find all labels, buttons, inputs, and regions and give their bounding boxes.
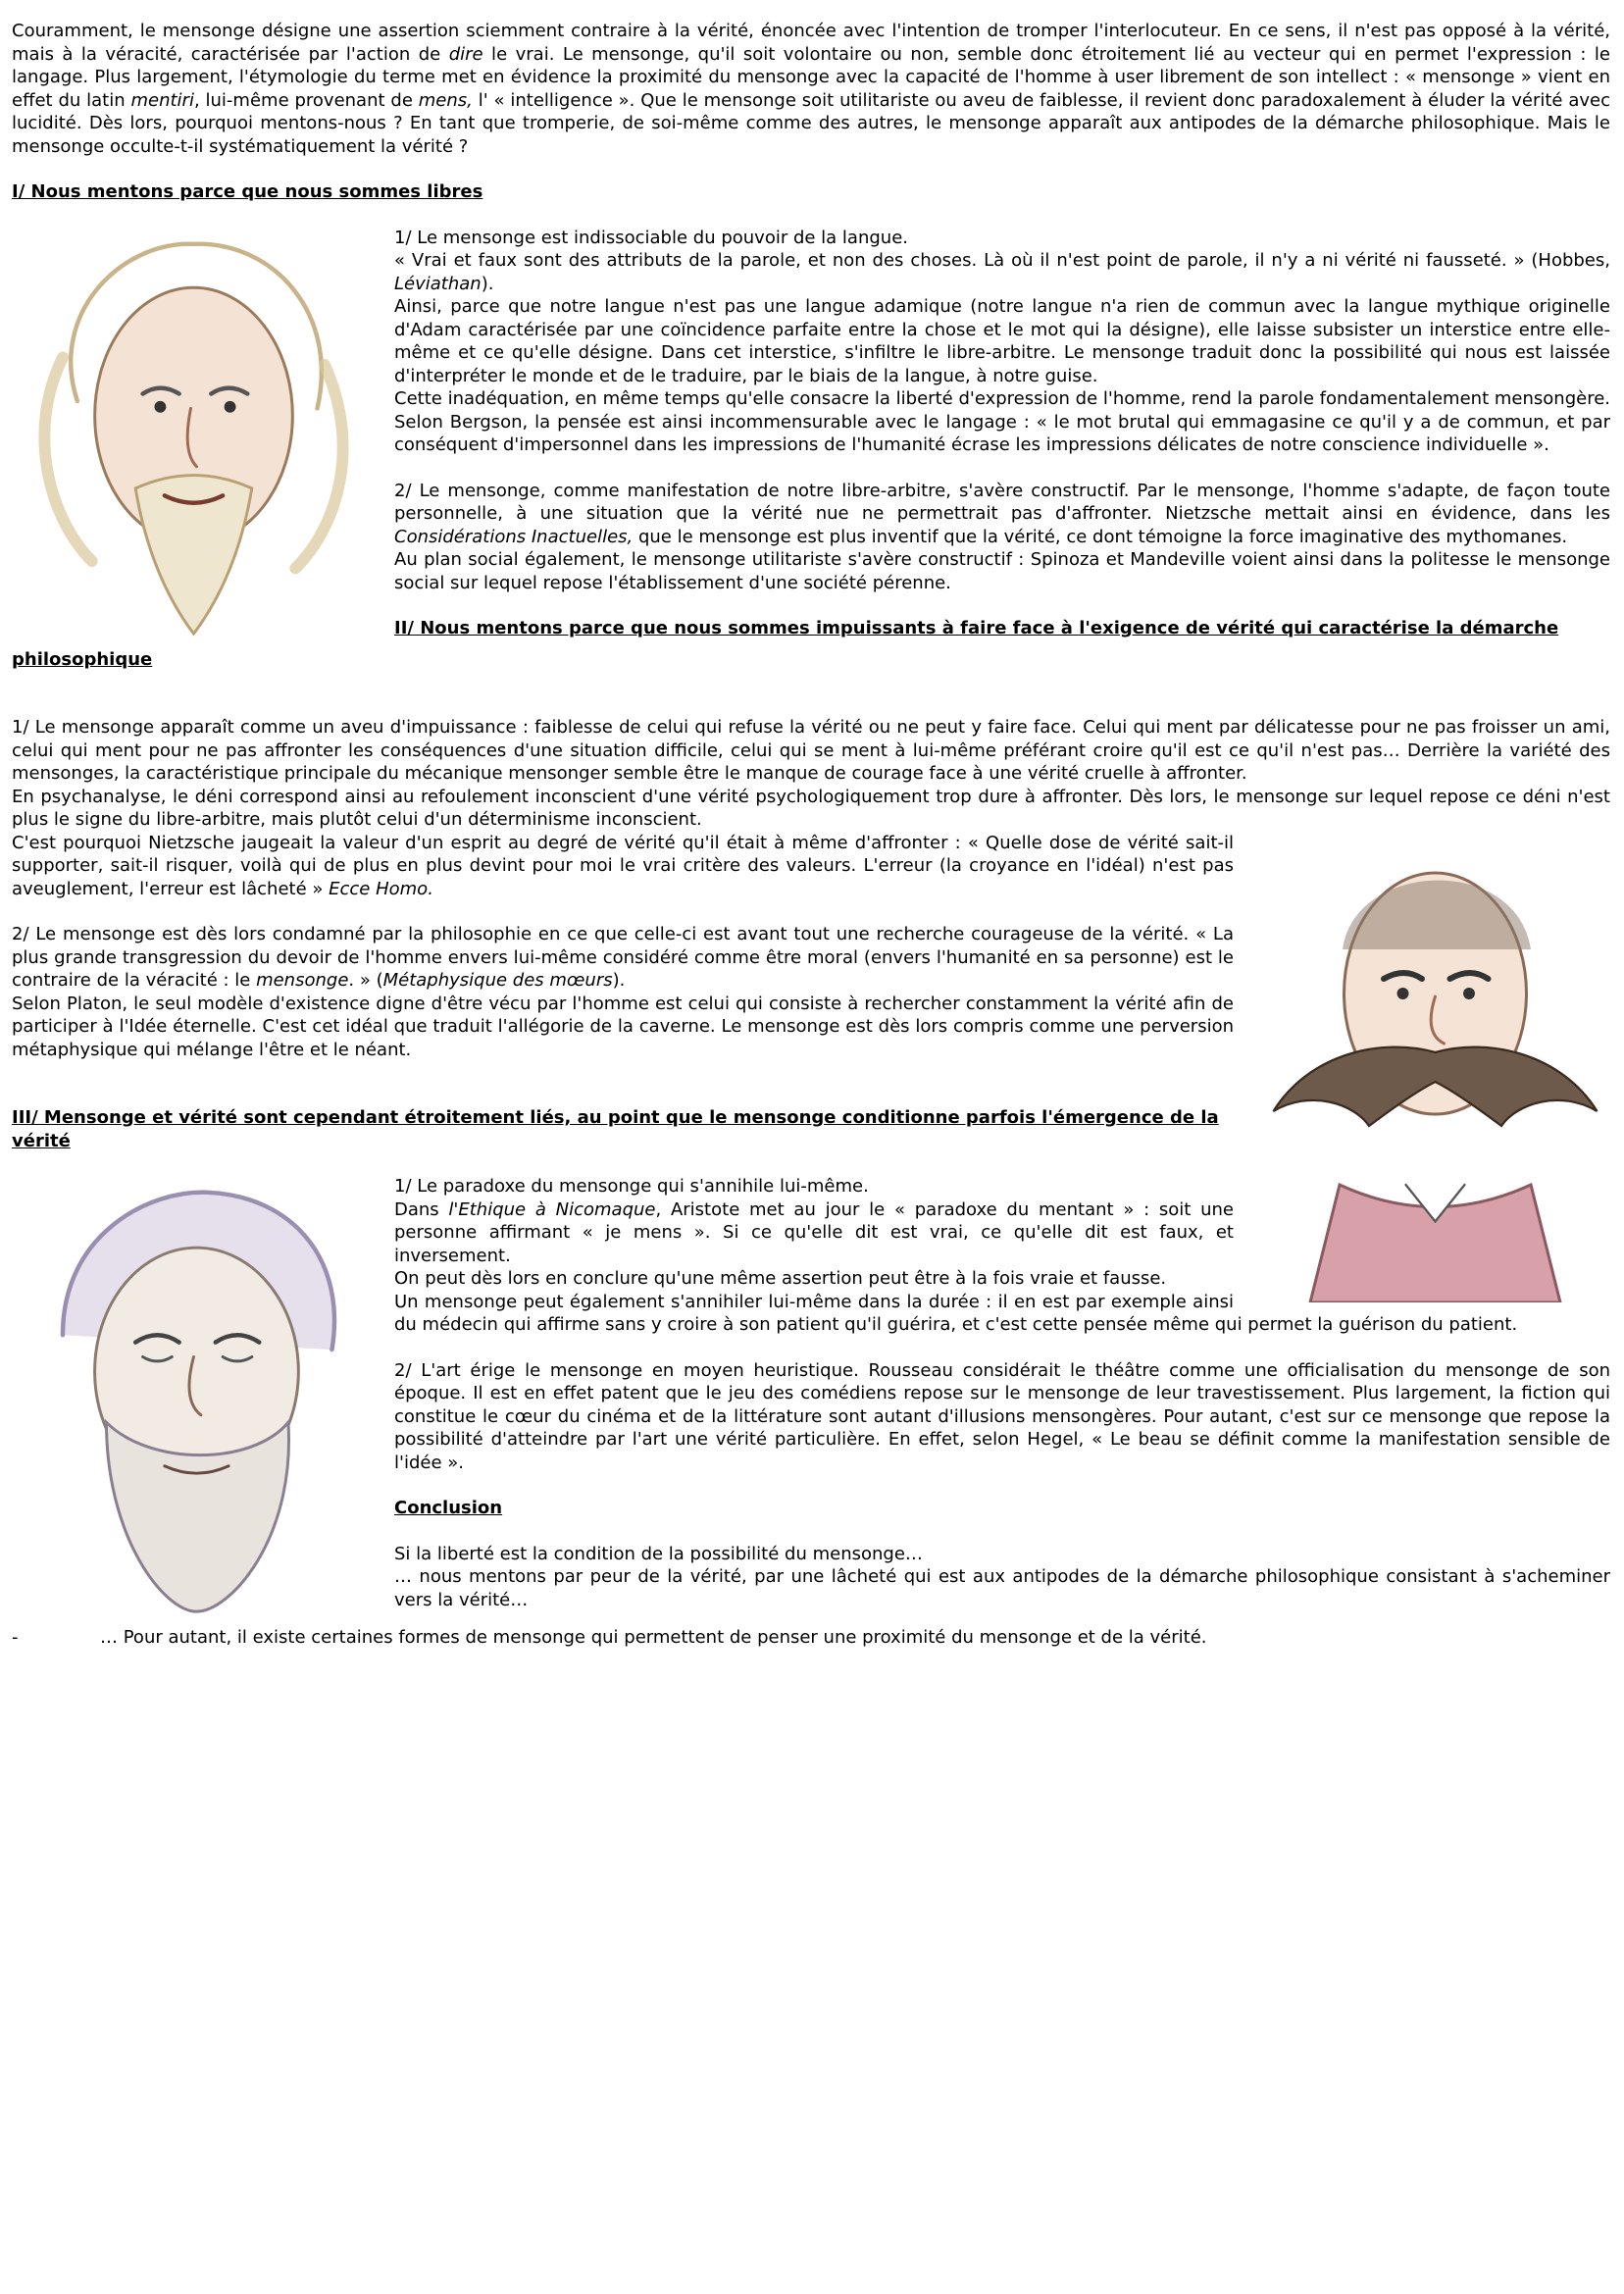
text-segment: l' « intelligence ». Que le mensonge soit utilitariste ou aveu de faiblesse, il revient donc paradoxalement à éluder la vérité avec lucidité. Dès lors, pourquoi mentons-nous ? En tant que tromperie, de soi-même comme des autres, le mensonge apparaît aux antipodes de la démarche philosophique. Mais le mensonge occulte-t-il systématiquement la vérité ? bbox=[12, 89, 1610, 157]
text-segment: le vrai. Le mensonge, qu'il soit volontaire ou non, semble donc étroitement lié au vecteur qui en permet l'expression : le langage. Plus largement, l'étymologie du terme met en évidence la proximité du mensonge avec la capacité de l'homme à user librement de son intellect : « mensonge » vient en effet du latin bbox=[12, 43, 1610, 111]
s1-point1-title: 1/ Le mensonge est indissociable du pouvoir de la langue. bbox=[394, 227, 909, 248]
text-segment: C'est pourquoi Nietzsche jaugeait la valeur d'un esprit au degré de vérité qu'il était à même d'affronter : « Quelle dose de vérité sait-il supporter, sait-il risquer, voilà qui de plus en plus devint pour moi le vrai critère des valeurs. L'erreur (la croyance en l'idéal) n'est pas aveuglement, l'erreur est lâcheté » bbox=[12, 832, 1234, 899]
conclusion-line-3-text: … Pour autant, il existe certaines formes de mensonge qui permettent de penser une proximité du mensonge et de la vérité. bbox=[100, 1627, 1207, 1648]
s3-point1-body2: Un mensonge peut également s'annihiler lui-même dans la durée : il en est par exemple ainsi du médecin qui affirme sans y croire à son patient qu'il guérira, et c'est cette pensée même qui permet la guérison du patient. bbox=[394, 1291, 1518, 1335]
italic-text: mensonge bbox=[256, 970, 349, 991]
s2-point1: 1/ Le mensonge apparaît comme un aveu d'impuissance : faiblesse de celui qui refuse la vérité ou ne peut y faire face. Celui qui ment par délicatesse pour ne pas froisser un ami, celui qui ment pour ne pas affronter les conséquences d'une situation difficile, celui qui se ment à lui-même préférant croire qu'il est ce qu'il n'est pas… Derrière la variété des mensonges, la caractéristique principale du mécanique mensonger semble être le manque de courage face à une vérité cruelle à affronter. bbox=[12, 717, 1610, 784]
text-segment: . » ( bbox=[348, 970, 383, 991]
text-segment: , lui-même provenant de bbox=[193, 89, 419, 111]
section-2-heading: II/ Nous mentons parce que nous sommes impuissants à faire face à l'exigence de vérité qui caractérise la démarche bbox=[394, 618, 1559, 638]
text-segment: 2/ Le mensonge, comme manifestation de notre libre-arbitre, s'avère constructif. Par le mensonge, l'homme s'adapte, de façon toute personnelle, à une situation que la vérité nue ne permettrait pas d'affronter. Nietzsche mettait ainsi en évidence, dans les bbox=[394, 480, 1610, 524]
document-page bbox=[12, 20, 1610, 1650]
s2-point1-body: En psychanalyse, le déni correspond ainsi au refoulement inconscient d'une vérité psychologiquement trop dure à affronter. Dès lors, le mensonge sur lequel repose ce déni n'est plus le signe du libre-arbitre, mais plutôt celui d'un déterminisme inconscient. bbox=[12, 786, 1610, 830]
section-2-heading-cont: philosophique bbox=[12, 648, 153, 670]
conclusion-line-2: … nous mentons par peur de la vérité, par une lâcheté qui est aux antipodes de la démarche philosophique consistant à s'acheminer vers la vérité… bbox=[394, 1566, 1610, 1610]
text-segment: 2/ Le mensonge est dès lors condamné par la philosophie en ce que celle-ci est avant tout une recherche courageuse de la vérité. « La plus grande transgression du devoir de l'homme envers lui-même considéré comme être moral (envers l'humanité en sa personne) est le contraire de la véracité : le bbox=[12, 924, 1234, 991]
intro-paragraph bbox=[12, 20, 1610, 158]
philosopher-caricature-image bbox=[15, 227, 373, 648]
section-1-body bbox=[12, 227, 1610, 648]
text-segment: que le mensonge est plus inventif que la vérité, ce dont témoigne la force imaginative des mythomanes. bbox=[633, 526, 1568, 547]
conclusion-line-1: Si la liberté est la condition de la possibilité du mensonge… bbox=[394, 1543, 923, 1564]
s1-point1-body: Ainsi, parce que notre langue n'est pas une langue adamique (notre langue n'a rien de commun avec la langue mythique originelle d'Adam caractérisée par une coïncidence parfaite entre la chose et le mot qui la désigne), elle laisse subsister un interstice entre elle-même et ce qu'elle désigne. Dans cet interstice, s'infiltre le libre-arbitre. Le mensonge traduit donc la possibilité qui nous est laissée d'interpréter le monde et de le traduire, par le biais de la langue, à notre guise. bbox=[394, 296, 1610, 386]
text-segment: « Vrai et faux sont des attributs de la parole, et non des choses. Là où il n'est point de parole, il n'y a ni vérité ni fausseté. » (Hobbes, bbox=[394, 250, 1610, 271]
section-1-heading: I/ Nous mentons parce que nous sommes libres bbox=[12, 181, 483, 202]
italic-text: Léviathan bbox=[394, 273, 482, 294]
italic-text: l'Ethique à Nicomaque bbox=[448, 1198, 656, 1220]
italic-text: Considérations Inactuelles, bbox=[394, 526, 634, 547]
conclusion-heading: Conclusion bbox=[394, 1498, 503, 1518]
list-dash: - bbox=[12, 1627, 19, 1648]
s1-point1-body2: Cette inadéquation, en même temps qu'elle consacre la liberté d'expression de l'homme, rend la parole fondamentalement mensongère. Selon Bergson, la pensée est ainsi incommensurable avec le langage : « le mot brutal qui emmagasine ce qu'il y a de commun, et par conséquent d'impersonnel dans les impressions de l'humanité écrase les impressions délicates de notre conscience individuelle ». bbox=[394, 388, 1610, 455]
italic-text: mentiri bbox=[130, 89, 194, 111]
s3-point1-title: 1/ Le paradoxe du mensonge qui s'annihile lui-même. bbox=[394, 1176, 869, 1197]
conclusion-line-3 bbox=[12, 1626, 1610, 1650]
text-segment: Dans bbox=[394, 1198, 449, 1220]
italic-text: dire bbox=[448, 43, 483, 65]
s1-point2-body: Au plan social également, le mensonge utilitariste s'avère constructif : Spinoza et Mandeville voient ainsi dans la politesse le mensonge social sur lequel repose l'établissement d'une société pérenne. bbox=[394, 549, 1610, 593]
text-segment: Couramment, le mensonge désigne une assertion sciemment contraire à la vérité, énoncée avec l'intention de tromper l'interlocuteur. En ce sens, il n'est pas opposé à la vérité, mais à la véracité, caractérisée par l'action de bbox=[12, 21, 1610, 65]
s3-point1-body: On peut dès lors en conclure qu'une même assertion peut être à la fois vraie et fausse. bbox=[394, 1268, 1167, 1289]
aristotle-caricature-image bbox=[15, 1175, 373, 1626]
s2-point2-body: Selon Platon, le seul modèle d'existence digne d'être vécu par l'homme est celui qui consiste à rechercher constamment la vérité afin de participer à l'Idée éternelle. C'est cet idéal que traduit l'allégorie de la caverne. Le mensonge est dès lors compris comme une perversion métaphysique qui mélange l'être et le néant. bbox=[12, 993, 1234, 1060]
nietzsche-caricature-image bbox=[1251, 832, 1604, 1302]
italic-text: Ecce Homo. bbox=[329, 878, 433, 899]
text-segment: ). bbox=[612, 970, 626, 991]
section-3-heading: III/ Mensonge et vérité sont cependant étroitement liés, au point que le mensonge conditionne parfois l'émergence de la vérité bbox=[12, 1107, 1219, 1151]
italic-text: Métaphysique des mœurs bbox=[382, 970, 613, 991]
s3-point2: 2/ L'art érige le mensonge en moyen heuristique. Rousseau considérait le théâtre comme une officialisation du mensonge de son époque. Il est en effet patent que le jeu des comédiens repose sur le mensonge de leur travestissement. Plus largement, la fiction qui constitue le cœur du cinéma et de la littérature sont autant d'illusions mensongères. Pour autant, c'est sur ce mensonge que repose la possibilité d'atteindre par l'art une vérité particulière. En effet, selon Hegel, « Le beau se définit comme la manifestation sensible de l'idée ». bbox=[394, 1359, 1610, 1473]
text-segment: ). bbox=[481, 273, 494, 294]
italic-text: mens, bbox=[418, 89, 473, 111]
text-segment: , Aristote met au jour le « paradoxe du mentant » : soit une personne affirmant « je mens ». Si ce qu'elle dit est vrai, ce qu'elle dit est faux, et inversement. bbox=[394, 1198, 1234, 1266]
